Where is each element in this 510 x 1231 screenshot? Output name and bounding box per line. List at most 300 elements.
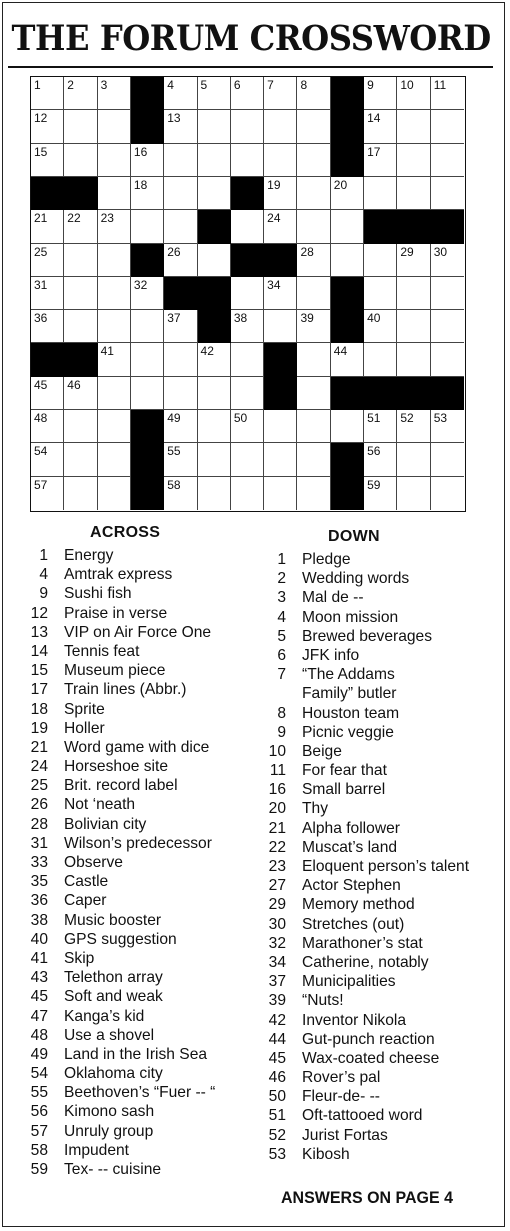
clue-text: VIP on Air Force One xyxy=(64,623,212,641)
clue-text: Brit. record label xyxy=(64,777,178,795)
grid-cell[interactable] xyxy=(164,343,197,376)
grid-cell[interactable] xyxy=(31,144,64,177)
clue-text: Kibosh xyxy=(302,1145,350,1163)
grid-cell[interactable] xyxy=(331,244,364,277)
clue-text: Oft-tattooed word xyxy=(302,1107,423,1125)
cell-number: 58 xyxy=(167,477,181,492)
grid-cell[interactable] xyxy=(297,277,330,310)
grid-cell[interactable] xyxy=(364,110,397,143)
clue-text: Picnic veggie xyxy=(302,723,394,741)
cell-number: 48 xyxy=(34,411,48,426)
clue-number: 49 xyxy=(30,1045,48,1063)
cell-number: 50 xyxy=(233,411,248,426)
grid-cell[interactable] xyxy=(198,477,231,510)
grid-cell[interactable] xyxy=(98,477,131,510)
grid-cell[interactable] xyxy=(297,210,330,243)
clue-text: Telethon array xyxy=(64,969,163,987)
clue-text: Museum piece xyxy=(64,662,166,680)
grid-block xyxy=(64,343,97,376)
down-clue xyxy=(262,550,502,569)
grid-block xyxy=(131,443,164,476)
grid-cell[interactable] xyxy=(198,177,231,210)
grid-cell[interactable] xyxy=(64,277,97,310)
cell-number: 55 xyxy=(167,444,181,459)
grid-cell[interactable] xyxy=(198,144,231,177)
clue-number: 34 xyxy=(268,953,286,971)
grid-cell[interactable] xyxy=(297,310,330,343)
grid-cell[interactable] xyxy=(231,410,264,443)
grid-block xyxy=(331,277,364,310)
down-clue xyxy=(262,1145,502,1164)
grid-cell[interactable] xyxy=(431,310,464,343)
grid-cell[interactable] xyxy=(264,177,297,210)
grid-cell[interactable] xyxy=(164,443,197,476)
grid-cell[interactable] xyxy=(98,177,131,210)
grid-cell[interactable] xyxy=(64,377,97,410)
clue-number: 15 xyxy=(30,662,48,680)
clue-number: 24 xyxy=(30,758,48,776)
down-clue xyxy=(262,761,502,780)
grid-cell[interactable] xyxy=(98,210,131,243)
clue-number: 14 xyxy=(30,642,48,660)
grid-cell[interactable] xyxy=(397,343,430,376)
clue-text: Actor Stephen xyxy=(302,877,401,895)
grid-cell[interactable] xyxy=(31,244,64,277)
down-clue xyxy=(262,704,502,723)
cell-number: 56 xyxy=(367,444,381,459)
grid-block xyxy=(331,443,364,476)
grid-cell[interactable] xyxy=(331,177,364,210)
grid-cell[interactable] xyxy=(131,210,164,243)
grid-cell[interactable] xyxy=(98,410,131,443)
grid-cell[interactable] xyxy=(31,410,64,443)
grid-cell[interactable] xyxy=(164,210,197,243)
cell-number: 4 xyxy=(167,78,174,92)
cell-number: 42 xyxy=(200,344,214,359)
grid-cell[interactable] xyxy=(31,110,64,143)
grid-cell[interactable] xyxy=(31,77,64,110)
across-clue xyxy=(24,911,264,930)
grid-cell[interactable] xyxy=(198,110,231,143)
cell-number: 39 xyxy=(300,311,314,326)
clue-number: 54 xyxy=(30,1065,48,1083)
grid-cell[interactable] xyxy=(331,343,364,376)
cell-number: 8 xyxy=(300,78,308,92)
grid-cell[interactable] xyxy=(231,110,264,143)
grid-cell[interactable] xyxy=(131,310,164,343)
clue-number: 9 xyxy=(39,585,48,603)
grid-cell[interactable] xyxy=(198,343,231,376)
grid-cell[interactable] xyxy=(331,210,364,243)
grid-cell[interactable] xyxy=(164,177,197,210)
grid-cell[interactable] xyxy=(31,377,64,410)
cell-number: 30 xyxy=(433,244,448,259)
cell-number: 49 xyxy=(167,411,181,426)
cell-number: 19 xyxy=(267,177,281,192)
cell-number: 1 xyxy=(34,78,41,92)
grid-block xyxy=(198,310,231,343)
clue-number: 45 xyxy=(268,1049,286,1067)
clue-number: 36 xyxy=(30,892,48,910)
grid-cell[interactable] xyxy=(198,410,231,443)
clue-text: Municipalities xyxy=(302,973,396,991)
grid-cell[interactable] xyxy=(164,310,197,343)
grid-cell[interactable] xyxy=(164,77,197,110)
grid-cell[interactable] xyxy=(264,310,297,343)
clue-text: Castle xyxy=(64,873,109,891)
grid-cell[interactable] xyxy=(231,210,264,243)
grid-cell[interactable] xyxy=(297,377,330,410)
grid-cell[interactable] xyxy=(64,443,97,476)
grid-cell[interactable] xyxy=(164,110,197,143)
clue-text: Skip xyxy=(64,949,95,967)
grid-block xyxy=(131,77,164,110)
cell-number: 5 xyxy=(200,78,208,92)
grid-cell[interactable] xyxy=(364,410,397,443)
across-clue xyxy=(24,738,264,757)
grid-cell[interactable] xyxy=(98,443,131,476)
clue-text: Energy xyxy=(64,547,114,564)
across-clue xyxy=(24,987,264,1006)
grid-cell[interactable] xyxy=(297,477,330,510)
cell-number: 40 xyxy=(367,311,381,326)
clue-number: 58 xyxy=(30,1141,48,1159)
clue-text: Family” butler xyxy=(302,685,397,703)
clue-text: Alpha follower xyxy=(302,819,400,837)
down-clue xyxy=(262,780,502,799)
grid-cell[interactable] xyxy=(31,477,64,510)
cell-number: 25 xyxy=(34,244,48,259)
clue-number: 35 xyxy=(30,873,48,891)
grid-cell[interactable] xyxy=(164,377,197,410)
grid-cell[interactable] xyxy=(397,244,430,277)
grid-cell[interactable] xyxy=(297,343,330,376)
clue-number: 21 xyxy=(30,738,48,756)
grid-cell[interactable] xyxy=(98,343,131,376)
clue-text: Gut-punch reaction xyxy=(302,1030,435,1048)
clue-text: “Nuts! xyxy=(302,992,344,1010)
clue-number: 37 xyxy=(268,973,286,991)
across-clue xyxy=(24,661,264,680)
grid-cell[interactable] xyxy=(64,410,97,443)
grid-cell[interactable] xyxy=(131,343,164,376)
clue-text: Eloquent person’s talent xyxy=(302,858,470,875)
grid-cell[interactable] xyxy=(131,377,164,410)
grid-cell[interactable] xyxy=(297,244,330,277)
across-clue xyxy=(24,546,264,565)
clue-text: Kanga’s kid xyxy=(64,1007,145,1025)
clue-text: Caper xyxy=(64,892,107,910)
grid-cell[interactable] xyxy=(264,77,297,110)
across-clue xyxy=(24,1122,264,1141)
grid-cell[interactable] xyxy=(397,77,430,110)
grid-cell[interactable] xyxy=(131,144,164,177)
grid-cell[interactable] xyxy=(131,277,164,310)
grid-cell[interactable] xyxy=(431,144,464,177)
grid-cell[interactable] xyxy=(164,144,197,177)
grid-block xyxy=(264,377,297,410)
grid-cell[interactable] xyxy=(431,244,464,277)
across-clue xyxy=(24,642,264,661)
grid-cell[interactable] xyxy=(64,210,97,243)
grid-cell[interactable] xyxy=(364,144,397,177)
clue-number: 56 xyxy=(30,1103,48,1121)
cell-number: 13 xyxy=(167,111,181,126)
across-clue xyxy=(24,872,264,891)
grid-cell[interactable] xyxy=(64,310,97,343)
grid-cell[interactable] xyxy=(364,310,397,343)
grid-cell[interactable] xyxy=(264,110,297,143)
clue-text: Horseshoe site xyxy=(64,758,169,776)
grid-cell[interactable] xyxy=(264,443,297,476)
grid-cell[interactable] xyxy=(264,410,297,443)
across-clue xyxy=(24,719,264,738)
grid-cell[interactable] xyxy=(431,410,464,443)
grid-cell[interactable] xyxy=(98,277,131,310)
grid-cell[interactable] xyxy=(64,477,97,510)
grid-block xyxy=(397,377,430,410)
clue-text: Not ‘neath xyxy=(64,796,136,814)
clue-number: 33 xyxy=(30,854,48,871)
grid-cell[interactable] xyxy=(231,343,264,376)
clue-text: Oklahoma city xyxy=(64,1065,163,1083)
grid-cell[interactable] xyxy=(397,277,430,310)
cell-number: 20 xyxy=(333,177,348,192)
clue-number: 52 xyxy=(268,1126,286,1144)
grid-cell[interactable] xyxy=(98,144,131,177)
grid-cell[interactable] xyxy=(364,77,397,110)
down-clue xyxy=(262,742,502,761)
grid-cell[interactable] xyxy=(397,144,430,177)
clue-text: Mal de -- xyxy=(302,589,364,607)
grid-cell[interactable] xyxy=(31,443,64,476)
grid-cell[interactable] xyxy=(431,110,464,143)
grid-cell[interactable] xyxy=(431,443,464,476)
grid-cell[interactable] xyxy=(231,443,264,476)
grid-cell[interactable] xyxy=(231,77,264,110)
cell-number: 31 xyxy=(34,277,48,292)
cell-number: 54 xyxy=(34,444,48,459)
clue-text: Holler xyxy=(64,719,105,737)
clue-text: “The Addams xyxy=(302,666,395,684)
cell-number: 51 xyxy=(367,411,381,426)
grid-cell[interactable] xyxy=(98,110,131,143)
grid-cell[interactable] xyxy=(98,310,131,343)
grid-cell[interactable] xyxy=(364,477,397,510)
down-clue xyxy=(262,1049,502,1068)
cell-number: 37 xyxy=(167,311,181,326)
clue-number: 13 xyxy=(30,623,48,641)
clue-text: Small barrel xyxy=(302,781,386,799)
cell-number: 23 xyxy=(100,211,114,226)
grid-cell[interactable] xyxy=(264,277,297,310)
grid-cell[interactable] xyxy=(264,210,297,243)
across-clue xyxy=(24,1102,264,1121)
grid-block xyxy=(131,244,164,277)
grid-cell[interactable] xyxy=(297,443,330,476)
grid-block xyxy=(397,210,430,243)
grid-cell[interactable] xyxy=(364,343,397,376)
grid-cell[interactable] xyxy=(364,177,397,210)
clue-text: Muscat’s land xyxy=(302,838,398,856)
cell-number: 15 xyxy=(34,144,48,159)
across-heading: ACROSS xyxy=(90,524,161,541)
across-clue xyxy=(24,834,264,853)
cell-number: 38 xyxy=(233,311,248,326)
down-clue xyxy=(262,799,502,818)
cell-number: 2 xyxy=(67,78,74,92)
cell-number: 44 xyxy=(333,344,348,359)
grid-cell[interactable] xyxy=(198,244,231,277)
grid-cell[interactable] xyxy=(364,277,397,310)
across-clue xyxy=(24,584,264,603)
grid-cell[interactable] xyxy=(431,477,464,510)
grid-block xyxy=(131,477,164,510)
grid-cell[interactable] xyxy=(64,144,97,177)
cell-number: 14 xyxy=(367,111,381,126)
grid-cell[interactable] xyxy=(297,177,330,210)
grid-cell[interactable] xyxy=(331,410,364,443)
grid-cell[interactable] xyxy=(164,477,197,510)
cell-number: 26 xyxy=(167,244,181,259)
cell-number: 21 xyxy=(34,211,48,226)
across-clue xyxy=(24,1141,264,1160)
down-clue xyxy=(262,876,502,895)
grid-cell[interactable] xyxy=(231,377,264,410)
clue-number: 40 xyxy=(30,930,48,948)
title-divider xyxy=(8,66,493,68)
grid-cell[interactable] xyxy=(264,477,297,510)
clue-text: Use a shovel xyxy=(64,1026,155,1044)
grid-cell[interactable] xyxy=(198,77,231,110)
across-clue xyxy=(24,623,264,642)
cell-number: 34 xyxy=(267,277,281,292)
clue-text: Rover’s pal xyxy=(302,1069,381,1087)
grid-cell[interactable] xyxy=(397,477,430,510)
clue-number: 1 xyxy=(277,551,286,568)
grid-block xyxy=(364,210,397,243)
grid-cell[interactable] xyxy=(431,77,464,110)
clue-number: 50 xyxy=(268,1088,286,1106)
grid-cell[interactable] xyxy=(164,244,197,277)
grid-cell[interactable] xyxy=(431,177,464,210)
down-clue xyxy=(262,972,502,991)
grid-cell[interactable] xyxy=(131,177,164,210)
clue-number: 6 xyxy=(277,646,286,664)
grid-cell[interactable] xyxy=(364,443,397,476)
clue-number: 10 xyxy=(268,742,286,760)
clue-text: Houston team xyxy=(302,704,400,722)
clue-number: 2 xyxy=(277,570,286,588)
clue-text: Wax-coated cheese xyxy=(302,1049,440,1067)
grid-cell[interactable] xyxy=(297,410,330,443)
grid-cell[interactable] xyxy=(164,410,197,443)
grid-cell[interactable] xyxy=(31,310,64,343)
clue-number: 57 xyxy=(30,1122,48,1140)
grid-block xyxy=(331,77,364,110)
grid-cell[interactable] xyxy=(431,277,464,310)
across-clue xyxy=(24,1160,264,1179)
cell-number: 7 xyxy=(267,78,274,92)
down-clue xyxy=(262,953,502,972)
grid-cell[interactable] xyxy=(64,77,97,110)
down-clue xyxy=(262,915,502,934)
cell-number: 41 xyxy=(100,344,114,359)
across-clue xyxy=(24,700,264,719)
grid-cell[interactable] xyxy=(397,443,430,476)
grid-cell[interactable] xyxy=(297,144,330,177)
grid-block xyxy=(64,177,97,210)
clue-text: Praise in verse xyxy=(64,604,168,622)
clue-text: Marathoner’s stat xyxy=(302,934,423,952)
grid-cell[interactable] xyxy=(98,77,131,110)
clue-number: 4 xyxy=(39,566,48,584)
grid-cell[interactable] xyxy=(264,144,297,177)
grid-cell[interactable] xyxy=(198,443,231,476)
grid-cell[interactable] xyxy=(64,244,97,277)
grid-block xyxy=(431,377,464,410)
cell-number: 11 xyxy=(433,78,447,92)
grid-cell[interactable] xyxy=(98,244,131,277)
grid-cell[interactable] xyxy=(98,377,131,410)
grid-cell[interactable] xyxy=(297,77,330,110)
grid-cell[interactable] xyxy=(431,343,464,376)
grid-cell[interactable] xyxy=(364,244,397,277)
down-clue xyxy=(262,1106,502,1125)
across-clue xyxy=(24,795,264,814)
down-clue xyxy=(262,934,502,953)
clue-number: 31 xyxy=(30,834,48,852)
grid-cell[interactable] xyxy=(31,277,64,310)
grid-cell[interactable] xyxy=(231,144,264,177)
clue-number: 12 xyxy=(30,604,48,622)
clue-number: 11 xyxy=(269,762,286,780)
clue-text: Inventor Nikola xyxy=(302,1011,407,1029)
grid-cell[interactable] xyxy=(397,410,430,443)
clue-text: Music booster xyxy=(64,911,162,929)
clue-text: Train lines (Abbr.) xyxy=(64,681,187,699)
grid-cell[interactable] xyxy=(297,110,330,143)
cell-number: 46 xyxy=(67,377,81,392)
clue-number: 21 xyxy=(268,819,286,837)
grid-cell[interactable] xyxy=(397,110,430,143)
grid-cell[interactable] xyxy=(397,310,430,343)
grid-cell[interactable] xyxy=(231,477,264,510)
clue-text: Pledge xyxy=(302,551,351,568)
clue-number: 17 xyxy=(30,681,48,699)
clue-text: Sprite xyxy=(64,700,105,718)
clue-number: 51 xyxy=(268,1107,286,1125)
grid-cell[interactable] xyxy=(198,377,231,410)
grid-cell[interactable] xyxy=(231,277,264,310)
cell-number: 53 xyxy=(433,411,448,426)
clue-text: Amtrak express xyxy=(64,566,173,584)
grid-cell[interactable] xyxy=(64,110,97,143)
down-clue xyxy=(262,665,502,684)
clue-text: GPS suggestion xyxy=(64,930,177,948)
across-clues xyxy=(24,520,264,1179)
clue-number: 9 xyxy=(277,723,286,741)
across-clue xyxy=(24,815,264,834)
grid-cell[interactable] xyxy=(397,177,430,210)
grid-cell[interactable] xyxy=(31,210,64,243)
clue-text: Brewed beverages xyxy=(302,627,433,645)
answers-note: ANSWERS ON PAGE 4 xyxy=(281,1188,453,1207)
grid-block xyxy=(264,343,297,376)
clue-number: 42 xyxy=(268,1011,286,1029)
down-clues xyxy=(262,520,502,1164)
grid-cell[interactable] xyxy=(231,310,264,343)
